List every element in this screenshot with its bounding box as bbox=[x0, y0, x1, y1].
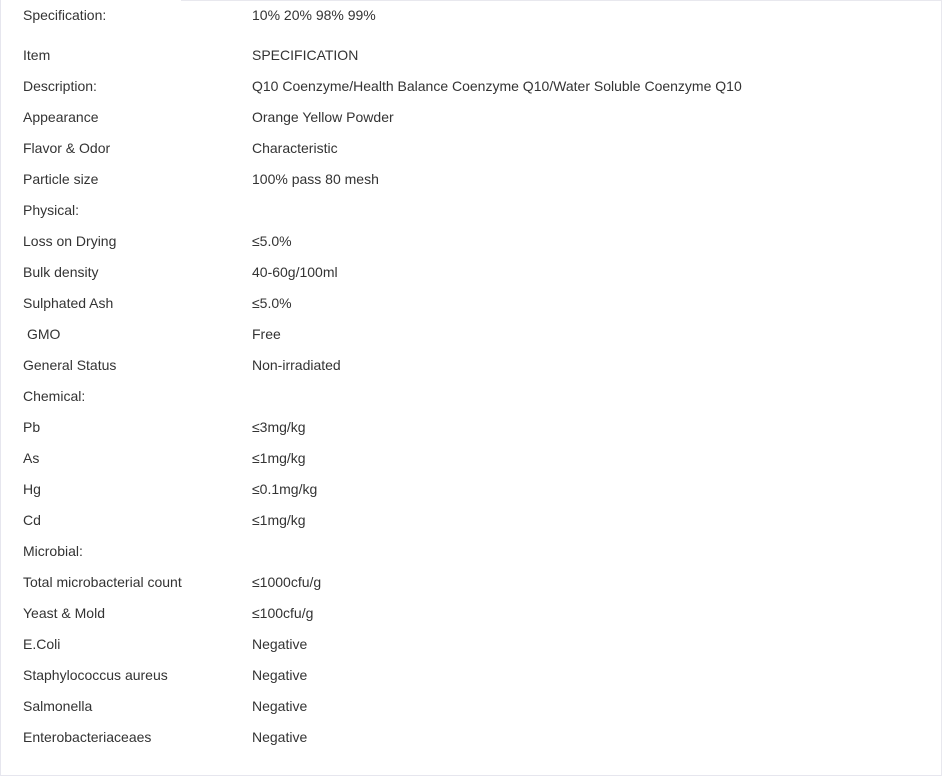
row-value: Negative bbox=[252, 636, 308, 652]
row-label: Yeast & Mold bbox=[23, 605, 105, 621]
table-row bbox=[1, 505, 942, 536]
row-label: Particle size bbox=[23, 171, 99, 187]
table-row bbox=[1, 567, 942, 598]
table-row bbox=[1, 412, 942, 443]
table-row bbox=[1, 474, 942, 505]
table-row bbox=[1, 691, 942, 722]
row-value: Negative bbox=[252, 698, 308, 714]
row-value: Orange Yellow Powder bbox=[252, 109, 394, 125]
table-row bbox=[1, 40, 942, 71]
row-label: General Status bbox=[23, 357, 117, 373]
row-label: Bulk density bbox=[23, 264, 99, 280]
table-row bbox=[1, 102, 942, 133]
row-value: ≤1mg/kg bbox=[252, 512, 306, 528]
row-value: Characteristic bbox=[252, 140, 338, 156]
row-value: ≤0.1mg/kg bbox=[252, 481, 318, 497]
section-heading-physical bbox=[1, 195, 942, 226]
table-row bbox=[1, 598, 942, 629]
row-label: GMO bbox=[27, 326, 61, 342]
row-label: As bbox=[23, 450, 40, 466]
row-value: ≤1mg/kg bbox=[252, 450, 306, 466]
row-value: ≤100cfu/g bbox=[252, 605, 314, 621]
row-value: Free bbox=[252, 326, 281, 342]
row-value: Non-irradiated bbox=[252, 357, 341, 373]
section-heading-chemical bbox=[1, 381, 942, 412]
section-heading-microbial bbox=[1, 536, 942, 567]
spec-header-label: Specification: bbox=[23, 7, 107, 23]
spec-header-value: 10% 20% 98% 99% bbox=[252, 7, 376, 23]
table-row bbox=[1, 660, 942, 691]
table-row bbox=[1, 226, 942, 257]
row-value: ≤5.0% bbox=[252, 233, 292, 249]
table-row bbox=[1, 133, 942, 164]
table-row bbox=[1, 288, 942, 319]
table-row bbox=[1, 319, 942, 350]
row-label: Pb bbox=[23, 419, 41, 435]
section-label: Chemical: bbox=[23, 388, 86, 404]
row-value: Negative bbox=[252, 667, 308, 683]
row-label: Appearance bbox=[23, 109, 99, 125]
row-value: Negative bbox=[252, 729, 308, 745]
row-label: Total microbacterial count bbox=[23, 574, 182, 590]
section-label: Microbial: bbox=[23, 543, 83, 559]
row-label: Item bbox=[23, 47, 51, 63]
row-label: Hg bbox=[23, 481, 41, 497]
row-label: Staphylococcus aureus bbox=[23, 667, 168, 683]
row-label: Flavor & Odor bbox=[23, 140, 111, 156]
row-value: Q10 Coenzyme/Health Balance Coenzyme Q10/Water Soluble Coenzyme Q10 bbox=[252, 78, 742, 94]
row-value: ≤5.0% bbox=[252, 295, 292, 311]
row-value: 40-60g/100ml bbox=[252, 264, 338, 280]
table-row bbox=[1, 71, 942, 102]
row-value: ≤3mg/kg bbox=[252, 419, 306, 435]
table-row bbox=[1, 164, 942, 195]
row-label: Loss on Drying bbox=[23, 233, 117, 249]
row-label: Salmonella bbox=[23, 698, 93, 714]
table-row bbox=[1, 629, 942, 660]
row-value: SPECIFICATION bbox=[252, 47, 359, 63]
spec-header-row bbox=[1, 0, 942, 31]
row-label: Description: bbox=[23, 78, 97, 94]
section-label: Physical: bbox=[23, 202, 80, 218]
row-label: E.Coli bbox=[23, 636, 61, 652]
row-value: ≤1000cfu/g bbox=[252, 574, 322, 590]
row-label: Enterobacteriaceaes bbox=[23, 729, 152, 745]
table-row bbox=[1, 722, 942, 753]
table-row bbox=[1, 257, 942, 288]
table-row bbox=[1, 443, 942, 474]
row-value: 100% pass 80 mesh bbox=[252, 171, 379, 187]
row-label: Sulphated Ash bbox=[23, 295, 114, 311]
row-label: Cd bbox=[23, 512, 41, 528]
table-row bbox=[1, 350, 942, 381]
